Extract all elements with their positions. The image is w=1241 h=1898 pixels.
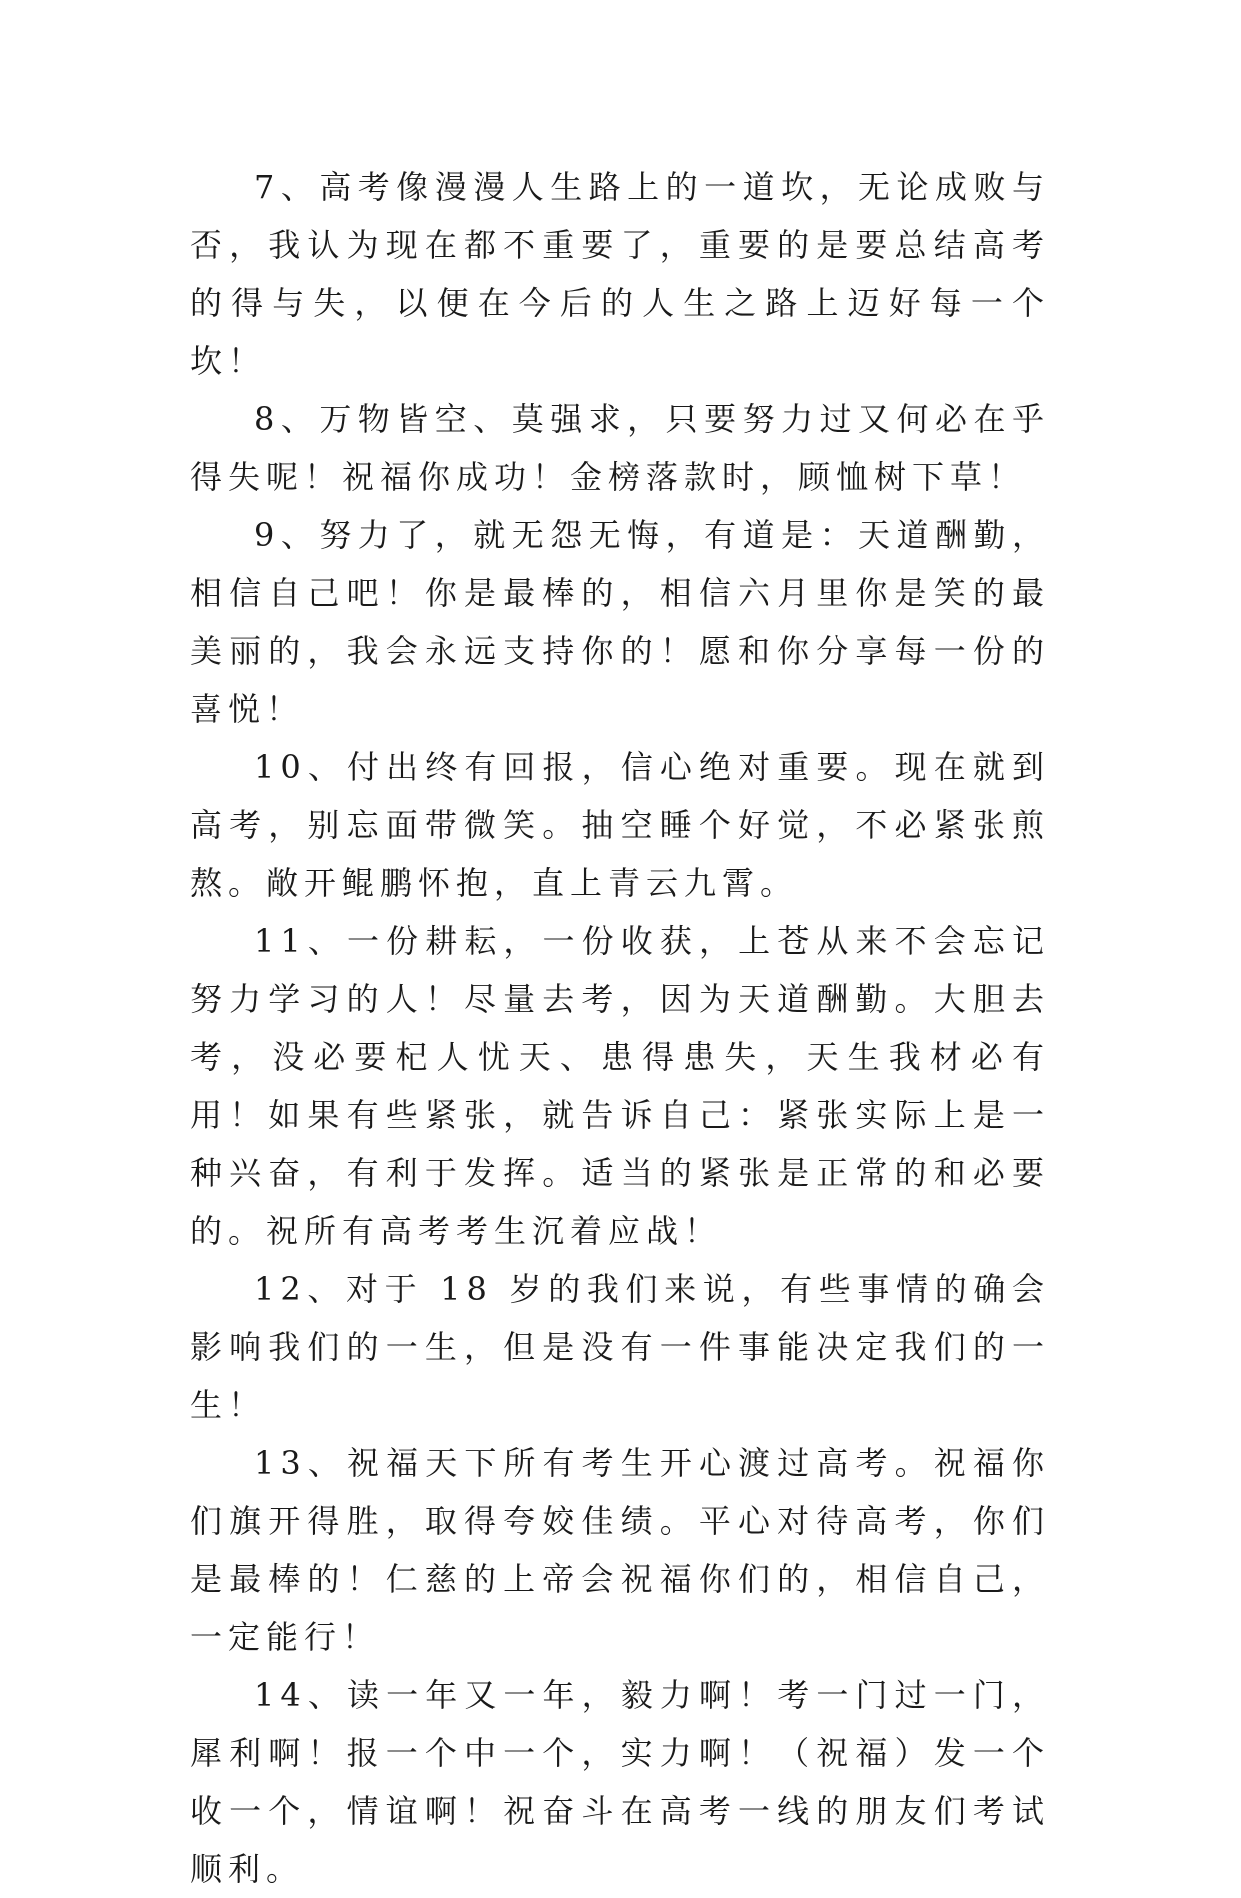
paragraph-8: 8、万物皆空、莫强求，只要努力过又何必在乎得失呢！祝福你成功！金榜落款时，顾恤树下草！ bbox=[190, 400, 1050, 496]
paragraph-7: 7、高考像漫漫人生路上的一道坎，无论成败与否，我认为现在都不重要了，重要的是要总结高考的得与失，以便在今后的人生之路上迈好每一个坎！ bbox=[190, 168, 1050, 380]
paragraph-11: 11、一份耕耘，一份收获，上苍从来不会忘记努力学习的人！尽量去考，因为天道酬勤。大胆去考，没必要杞人忧天、患得患失，天生我材必有用！如果有些紧张，就告诉自己：紧张实际上是一种兴奋，有利于发挥。适当的紧张是正常的和必要的。祝所有高考考生沉着应战！ bbox=[190, 922, 1050, 1250]
paragraph-10: 10、付出终有回报，信心绝对重要。现在就到高考，别忘面带微笑。抽空睡个好觉，不必紧张煎熬。敞开鲲鹏怀抱，直上青云九霄。 bbox=[190, 748, 1050, 902]
paragraph-13: 13、祝福天下所有考生开心渡过高考。祝福你们旗开得胜，取得夸姣佳绩。平心对待高考，你们是最棒的！仁慈的上帝会祝福你们的，相信自己，一定能行！ bbox=[190, 1444, 1050, 1656]
paragraph-14: 14、读一年又一年，毅力啊！考一门过一门，犀利啊！报一个中一个，实力啊！（祝福）发一个收一个，情谊啊！祝奋斗在高考一线的朋友们考试顺利。 bbox=[190, 1676, 1050, 1888]
paragraph-9: 9、努力了，就无怨无悔，有道是：天道酬勤，相信自己吧！你是最棒的，相信六月里你是笑的最美丽的，我会永远支持你的！愿和你分享每一份的喜悦！ bbox=[190, 516, 1050, 728]
document-body bbox=[190, 158, 1050, 1898]
paragraph-12: 12、对于 18 岁的我们来说，有些事情的确会影响我们的一生，但是没有一件事能决定我们的一生！ bbox=[190, 1270, 1050, 1424]
